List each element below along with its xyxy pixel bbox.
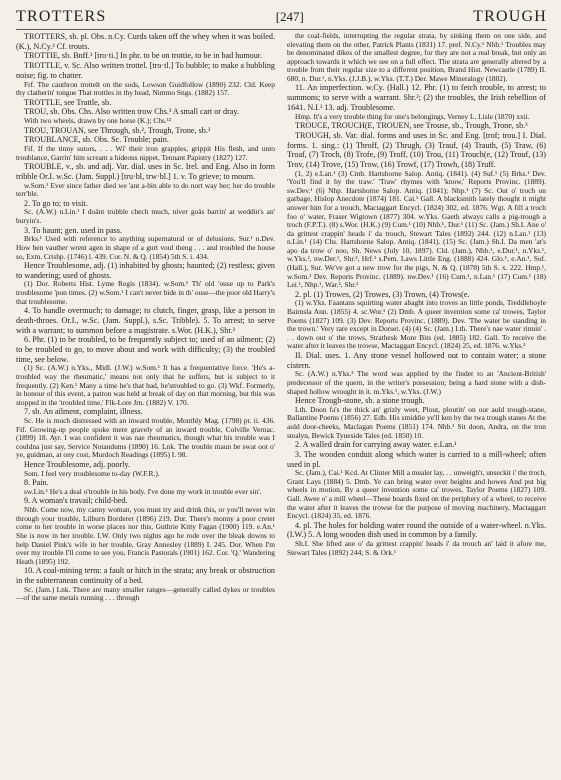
- page-header: [16, 0, 547, 30]
- entry-paragraph: TROTTIE, sb. Bnff.¹ [tro·ti.] In phr. to be on trottie, to be in bad humour.: [24, 51, 263, 61]
- entry-paragraph: 6. Phr. (1) to be troubled, to be frequently subject to; used of an ailment; (2) to be troubled to go, to move about and work with difficulty; (3) the troubled time, see below.: [16, 335, 275, 364]
- entry-paragraph: TROTTLE, see Trattle, sb.: [24, 97, 112, 107]
- citation-paragraph: Brks.¹ Used with reference to anything supernatural or of delusions. Sur.¹ n.Dev. How ben vauther wrent agen in shape of a gurt voul theng . . . and troubled the house so, Exm. Crtshp. (1746) l. 439. Cor. N. & Q. (1854) 5th S. i. 434.: [16, 234, 275, 261]
- right-column: [287, 32, 546, 776]
- citation-paragraph: Sc. He is much distressed with an inward trouble, Monthly Mag. (1798) pt. ii. 436. Fif. Growing-up people spoke mere gravely of an inward trouble, Colville Vernac. (1899) 18. Ayr. I was confident it was nae rheumatics, though what his trouble was I couldna just say, Service Notandums (1890) 16. Lnk. The trouble maun be swat oot o' ye, guidman, at ony cost, Murdoch Readings (1895) I. 98.: [16, 416, 275, 460]
- citation-paragraph: Som. I feel very troublesome to-day (W.F.R.).: [24, 468, 160, 478]
- citation-paragraph: Hmp. It's a very trouble thing for one's belongings, Verney L. Lisle (1870) xxii.: [295, 111, 530, 121]
- citation-paragraph: Fif. If the tinny sutors, . . . Wi' their iron grapples, grippit His flesh, and unto troublance, Garrin' him scream a hideous nippet, Tennant Papistry (1827) 127.: [16, 144, 275, 162]
- entry-paragraph: 3. The wooden conduit along which water is carried to a mill-wheel; often used in pl.: [287, 449, 546, 469]
- citation-paragraph: (1) Dor. Roberts Hist. Lyme Regis (1834). w.Som.¹ Th' old 'ouse up to Park's troublesome 'pon times. (2) w.Som.¹ I can't never bide in th' ouse—the poor old Harry's that troublesome.: [16, 279, 275, 306]
- citation-paragraph: (1, 2) e.Lan.¹ (3) Cmb. Hartshorne Salop. Antiq. (1841). (4) Suf.¹ (5) Brks.¹ Dev. 'You'll find it by the traw.' 'Traw' rhymes with 'know,' Reports Provinc. (1889). sw.Dev.¹ (6) Nhp. Hartshorne Salop. Antiq. (1841); Nhp.¹ (7) Sc. Out o' troch on garbage, Hislop Anecdote (1874) 181. Cai.¹ Gall. A blacksmith lately thought it might answer him for a trouch, Mactaggart Encycl. (1824) 302, ed. 1876. Wgt. A fill a troch foo o' water, Fraser Wigtown (1877) 304. w.Yks. Gaeth always calls a pig-trough a troch (F.P.T.). (8) s.Wor. (H.K.) (9) Cum.¹ (10) Nhb.¹, Dur.¹ (11) Sc. (Jam.) Sh.I. Ane o' da grittest crappin' heads i' da trouch, Stewart Tales (1892) 244. (12) n.Lan.¹ (13) n.Lin.¹ (14) Chs. Hartshorne Salop. Antiq. (1841). (15) Sc. (Jam.) Sh.I. Da men 'at's apo da trow o' noo, Sh. News (July 10, 1897). Cld. (Jam.), Nhb.¹, e.Dur.¹, n.Yks.¹, w.Yks.², nw.Der.¹, Shr.², Hrf.² s.Pem. Laws Little Eng. (1888) 424. Glo.¹, e.An.¹, Suf. (Hall.), Sur. We've got a new trow for the pigs, N. & Q. (1878) 5th S. x. 222. Hmp.¹, w.Som.¹ Dev. Reports Provinc. (1889). nw.Dev.¹ (16) Cum.¹, n.Lan.¹ (17) Cum.¹ (18) Lei.¹, Nhp.¹, War.², Shr.²: [287, 168, 546, 290]
- citation-paragraph: Sc. (A.W.) n.Lin.¹ I doänt trubble chech much, niver goäs barrin' at weddin's an' buryin's.: [16, 207, 275, 226]
- citation-paragraph: sw.Lin.¹ He's a deal o'trouble in his body. I've done my work in trouble ever sin'.: [24, 486, 262, 496]
- entry-paragraph: 9. A woman's travail; child-bed.: [24, 496, 128, 506]
- entry-paragraph: TROU, sb. Obs. Chs. Also written trow Chs.³ A small cart or dray.: [24, 107, 239, 117]
- citation-paragraph: Lth. Doon fa's the thick an' grizly weet, Plout, ploutin' on our auld trough-stane, Ballantine Poems (1856) 27. Edb. His smiddie ye'll ken by the twa trough stanes At the auld door-cheeks, Maclagan Poems (1851) 174. Nhb.¹ Sit doon, Andra, on the tron stealyn, Bewick Tyneside Tales (ed. 1850) 10.: [287, 404, 546, 440]
- citation-paragraph: Frf. The cauthron trottelt on the sods, Lowson Guidfollow (1890) 232. Cld. Keep thy clatherin' tongue That trottles in thy head, Nimmo Sngs. (1882) 157.: [16, 79, 275, 98]
- left-column: [16, 32, 275, 776]
- citation-paragraph: With two wheels, drawn by one horse (K.); Chs.¹²: [24, 116, 172, 126]
- entry-paragraph: 4. pl. The holes for holding water round the outside of a water-wheel. n.Yks. (I.W.) 5. A long wooden dish used in common by a family.: [287, 520, 546, 540]
- entry-paragraph: Hence Troublesome, adj. (1) inhabited by ghosts; haunted; (2) restless; given to wandering; used of ghosts.: [16, 261, 275, 280]
- entry-paragraph: TROU, TROUAN, see Through, sb.², Trough, Trone, sb.³: [24, 125, 211, 135]
- columns: [16, 32, 547, 776]
- entry-paragraph: Hence Trough-stone, sb. a stone trough.: [295, 396, 425, 406]
- citation-paragraph: Sc. (Jam.), Cai.¹ Kcd. At Clinter Mill a mealer lay, . . unweigh't, unseckit i' the troch, Grant Lays (1884) 5. Dmb. Ye can bring water over heights and howes And put big wheels in motion, By a queer invention some ca' trowes, Taylor Poems (1827) 109. Gall. Awee o' a mill wheel—These boards fixed on the periphery of a wheel, to receive the water after it leaves the trowse for the purpose of moving machinery, Mactaggart Encycl. (1824) 35, ed. 1876.: [287, 468, 546, 521]
- citation-paragraph: Sc. (Jam.) Lnk. There are many smaller ranges—generally called dykes or troubles—of the same metals running . . . through: [16, 584, 275, 603]
- entry-paragraph: Hence Troublesome, adj. poorly.: [24, 459, 130, 469]
- citation-paragraph: w.Som.¹ Ever since father died we 'ant a-bin able to do nort way her; her do trouble terr'ble.: [16, 180, 275, 199]
- entry-paragraph: II. Dial. uses. 1. Any stone vessel hollowed out to contain water; a stone cistern.: [287, 350, 546, 370]
- entry-paragraph: 2. A walled drain for carrying away water. e.Lan.¹: [295, 440, 457, 450]
- entry-paragraph: TROUBLANCE, sb. Obs. Sc. Trouble; pain.: [24, 135, 169, 145]
- entry-paragraph: 4. To handle overmuch; to damage; to clutch, finger, grasp, like a person in death-throes. Or.I., w.Sc. (Jam. Suppl.), s.Sc. Tribble). 5. To arrest; to serve with a warrant; to summon before a magistrate. s.Wor. (H.K.), Shr.²: [16, 306, 275, 335]
- citation-paragraph: Sc. (A.W.) n.Yks.³ The word was applied by the finder to an 'Ancient-British' predecessor of the quern, in the writer's possession; being a hard stone with a dish-shaped hollow wrought in it. m.Yks.¹, w.Yks. (J.W.): [287, 369, 546, 396]
- header-left-word: TROTTERS: [16, 8, 107, 25]
- entry-paragraph: 3. To haunt; gen. used in pass.: [24, 225, 122, 235]
- citation-paragraph: (1) w.Yks. Faantans squirting water abaght into troves an little ponds, Treddlehoyle Bairnsla Ann. (1855) 4. sc.Wor.¹ (2) Dmb. A queer invention some ca' trowes, Taylor Poems (1827) 109. (3) Dev. Reports Provinc. (1889). Dev. 'The water be standing in the trown.' Very rare except in Dorset. (4) (4) Sc. (Jam.) Lth. There's nae water rinnin' . . . down out o' the trows, Strathesk More Bits (ed. 1885) 182. Gall. To receive the water after it leaves the trowse, Mactaggart Encycl. (1824) 25, ed. 1876. w.Yks.²: [287, 298, 546, 351]
- citation-paragraph: Sh.I. She lifted ane o' da grittest crappin' heads i' da trouch an' laid it afore me, Stewart Tales (1892) 244; S. & Ork.¹: [287, 539, 546, 557]
- entry-paragraph: 7. sb. An ailment, complaint, illness.: [24, 407, 143, 417]
- entry-paragraph: TROUGH, sb. Var. dial. forms and uses in Sc. and Eng. [trof; trou.] I. Dial. forms. 1. sing.: (1) Throff, (2) Thrugh, (3) Trauf, (4) Trauth, (5) Traw, (6) Troaf, (7) Troch, (8) Trofe, (9) Troff, (10) Trou, (11) Trouch(e, (12) Trouf, (13) Trov, (14) Trove, (15) Trow, (16) Trowf, (17) Trowh, (18) Truff.: [287, 130, 546, 169]
- entry-paragraph: 2. pl. (1) Trowes, (2) Trowes, (3) Trown, (4) Trows(e.: [295, 289, 470, 299]
- entry-paragraph: TROUCE, TROUCH(E, TROUEN, see Trouse, sb., Trough, Trone, sb.³: [295, 121, 528, 131]
- header-right-word: TROUGH: [473, 8, 547, 25]
- entry-paragraph: 10. A coal-mining term: a fault or hitch in the strata; any break or obstruction in the subterranean continuity of a bed.: [16, 566, 275, 585]
- entry-paragraph: 11. An imperfection. w.Cy. (Hall.) 12. Phr. (1) to fetch trouble, to arrest; to summons; to serve with a warrant. Shr.²; (2) the troubles, the Irish rebellion of 1641. N.I.¹ 13. adj. Troublesome.: [287, 83, 546, 112]
- page-number: [247]: [275, 9, 304, 24]
- entry-paragraph: 2. To go to; to visit.: [24, 198, 88, 208]
- entry-paragraph: TROUBLE, v., sb. and adj. Var. dial. uses in Sc. Irel. and Eng. Also in form tribble Or.I. w.Sc. (Jam. Suppl.) [tru·bl, trw·bl.] 1. v. To grieve; to mourn.: [16, 162, 275, 181]
- citation-paragraph: Nhb. Come now, my canny woman, you must try and drink this, or you'll never win through your trouble, Lilburn Borderer (1896) 219. Dur. There's monny a poor creter come to her trouble in worse places nor this, Guthrie Kitty Fagan (1900) 119. e.An.¹ She is now in her trouble. I.W. Only two nights ago he rode over the bleak downs to help Daniel Pink's wife in her trouble, Gray Annesley (1889) I. 245. Dor. When I'm over my trouble I'll come to see you, Francis Pastorals (1901) 162. Cor. 'Q.' Wandering Heath (1895) 192.: [16, 505, 275, 566]
- entry-paragraph: TROTTLE, v. Sc. Also written trottel. [tro·tl.] To bubble; to make a bubbling noise; fig. to chatter.: [16, 61, 275, 80]
- citation-paragraph: (1) Sc. (A.W.) n.Yks., Midl. (J.W.) w.Som.¹ It has a frequentative force. 'He's a-troubled way the rheumatic,' means not only that he suffers, but is subject to it frequently. (2) Ken.¹ Many a time he's that bad, he'stroubled to go. (3) Wkf. Formerly, in honour of this event, a patron was held at break of day on that morning, but this was stopped in the 'troubled time,' Flk-Lore Jrn. (1882) V. 170.: [16, 363, 275, 407]
- entry-paragraph: TROTTERS, sb. pl. Obs. n.Cy. Curds taken off the whey when it was boiled. (K.), N.Cy.² Cf. trouts.: [16, 32, 275, 51]
- entry-paragraph: 8. Pain.: [24, 478, 49, 488]
- citation-paragraph: the coal-fields, interrupting the regular strata, by sinking them on one side, and elevating them on the other, Patrick Plants (1831) 17. pref. N.Cy.¹ Nhb.¹ Troubles may be denominated dikes of the smallest degree, for they are not a real break, but only an approach towards it which we see on a full effect. The strata are generally altered by a trouble from their regular size to a different position, Brand Hist. Newcastle (1789) II. 680, n. Dur.¹, n.Yks. (J.J.B.), w.Yks. (T.T.) Der. Mawe Mineralogy (1802).: [287, 32, 546, 83]
